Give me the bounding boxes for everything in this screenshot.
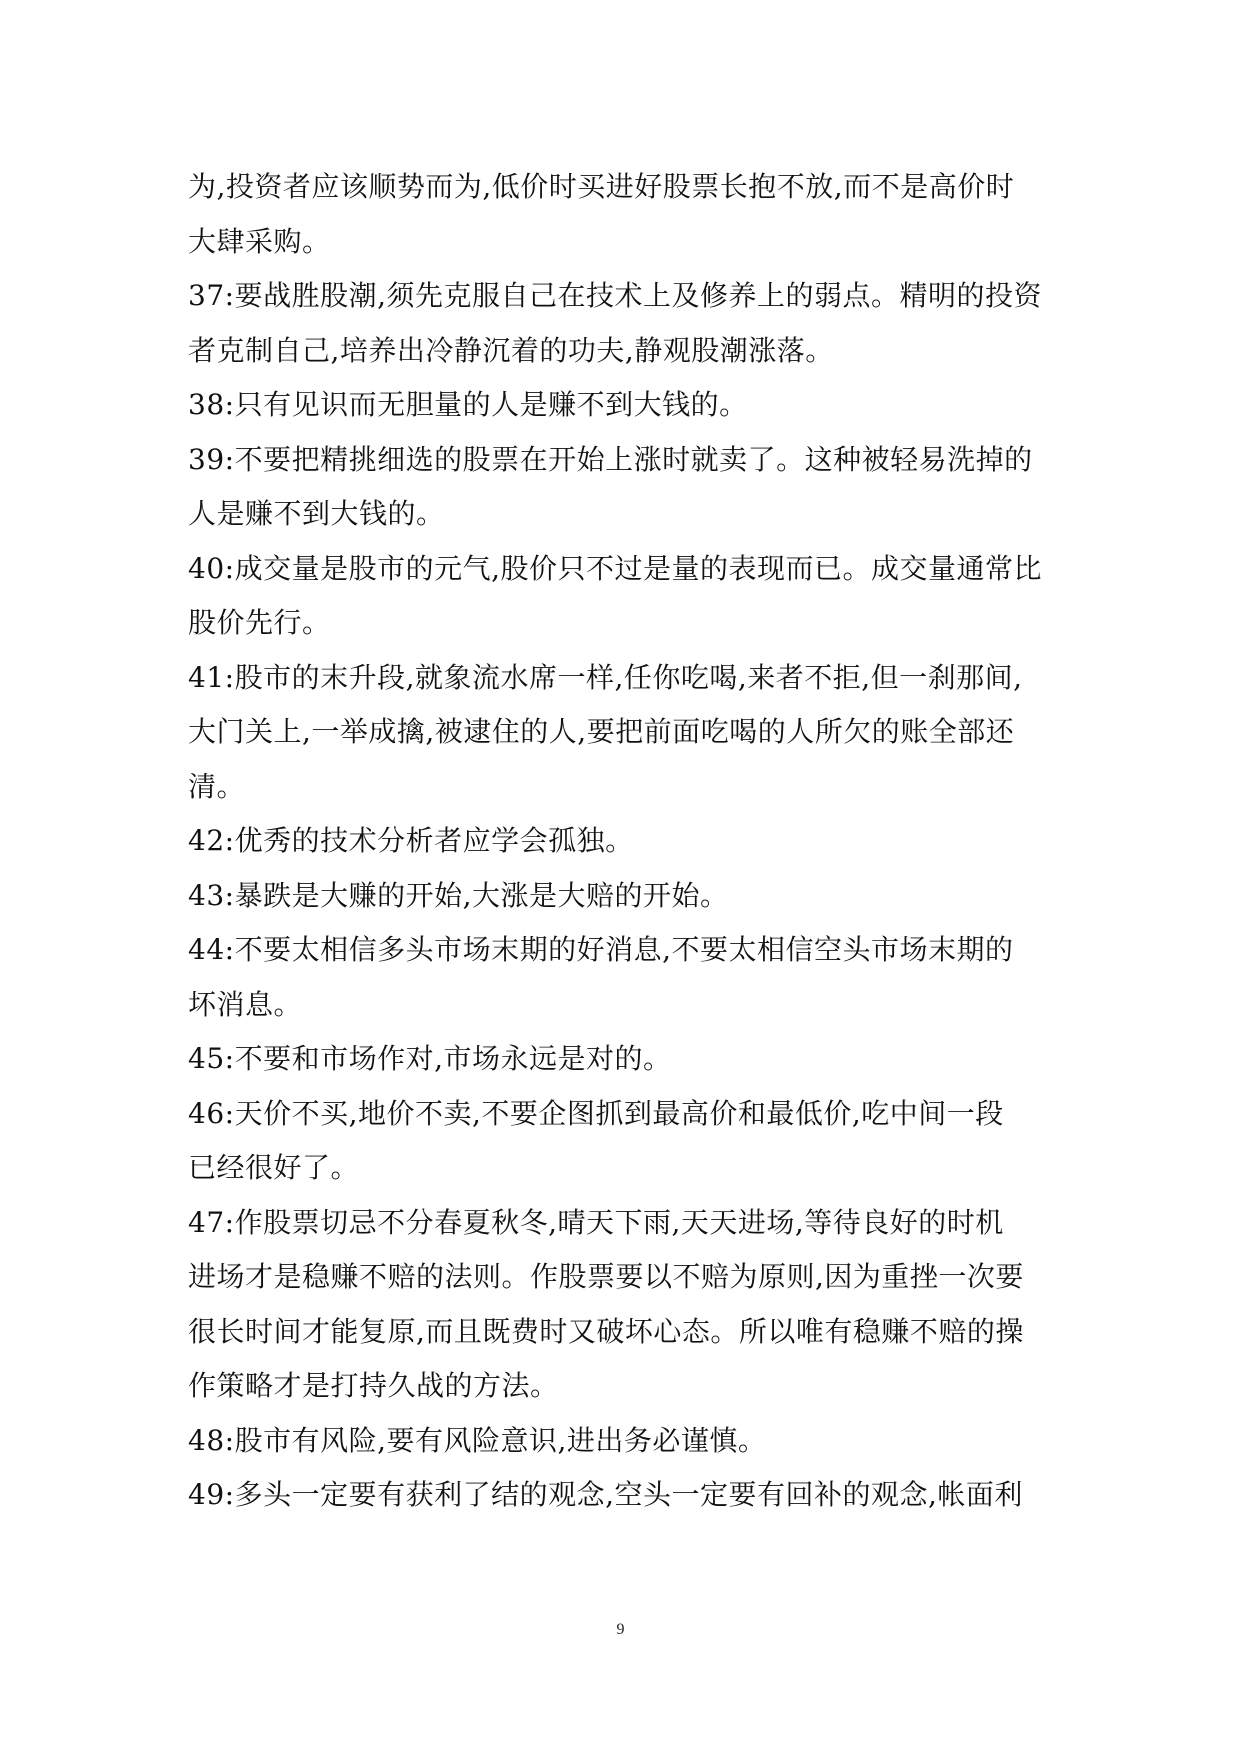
text-line: 44:不要太相信多头市场末期的好消息,不要太相信空头市场末期的 [188, 933, 1014, 966]
text-line: 40:成交量是股市的元气,股价只不过是量的表现而已。成交量通常比 [188, 551, 1042, 585]
text-line: 46:天价不买,地价不卖,不要企图抓到最高价和最低价,吃中间一段 [188, 1096, 1004, 1130]
text-line: 股价先行。 [188, 606, 331, 639]
text-line: 49:多头一定要有获利了结的观念,空头一定要有回补的观念,帐面利 [188, 1478, 1023, 1511]
text-line: 45:不要和市场作对,市场永远是对的。 [188, 1042, 672, 1075]
text-line: 人是赚不到大钱的。 [188, 497, 445, 530]
text-line: 37:要战胜股潮,须先克服自己在技术上及修养上的弱点。精明的投资 [188, 279, 1042, 312]
text-line: 47:作股票切忌不分春夏秋冬,晴天下雨,天天进场,等待良好的时机 [188, 1205, 1004, 1239]
text-line: 进场才是稳赚不赔的法则。作股票要以不赔为原则,因为重挫一次要 [188, 1260, 1024, 1293]
text-line: 已经很好了。 [188, 1151, 360, 1184]
text-line: 清。 [188, 769, 246, 803]
text-line: 大门关上,一举成擒,被逮住的人,要把前面吃喝的人所欠的账全部还 [188, 715, 1015, 748]
body-text [188, 160, 1068, 1523]
page-number: 9 [616, 1621, 625, 1638]
text-line: 作策略才是打持久战的方法。 [188, 1369, 559, 1402]
text-line: 39:不要把精挑细选的股票在开始上涨时就卖了。这种被轻易洗掉的 [188, 442, 1033, 476]
text-line: 38:只有见识而无胆量的人是赚不到大钱的。 [188, 388, 748, 421]
text-line: 者克制自己,培养出冷静沉着的功夫,静观股潮涨落。 [188, 333, 834, 367]
text-line: 48:股市有风险,要有风险意识,进出务必谨慎。 [188, 1423, 767, 1457]
text-line: 大肆采购。 [188, 224, 331, 258]
text-line: 41:股市的末升段,就象流水席一样,任你吃喝,来者不拒,但一刹那间, [188, 660, 1023, 694]
text-line: 42:优秀的技术分析者应学会孤独。 [188, 824, 634, 857]
text-line: 很长时间才能复原,而且既费时又破坏心态。所以唯有稳赚不赔的操 [188, 1314, 1024, 1348]
text-line: 43:暴跌是大赚的开始,大涨是大赔的开始。 [188, 878, 729, 912]
text-line: 坏消息。 [188, 987, 303, 1021]
text-line: 为,投资者应该顺势而为,低价时买进好股票长抱不放,而不是高价时 [188, 170, 1015, 203]
